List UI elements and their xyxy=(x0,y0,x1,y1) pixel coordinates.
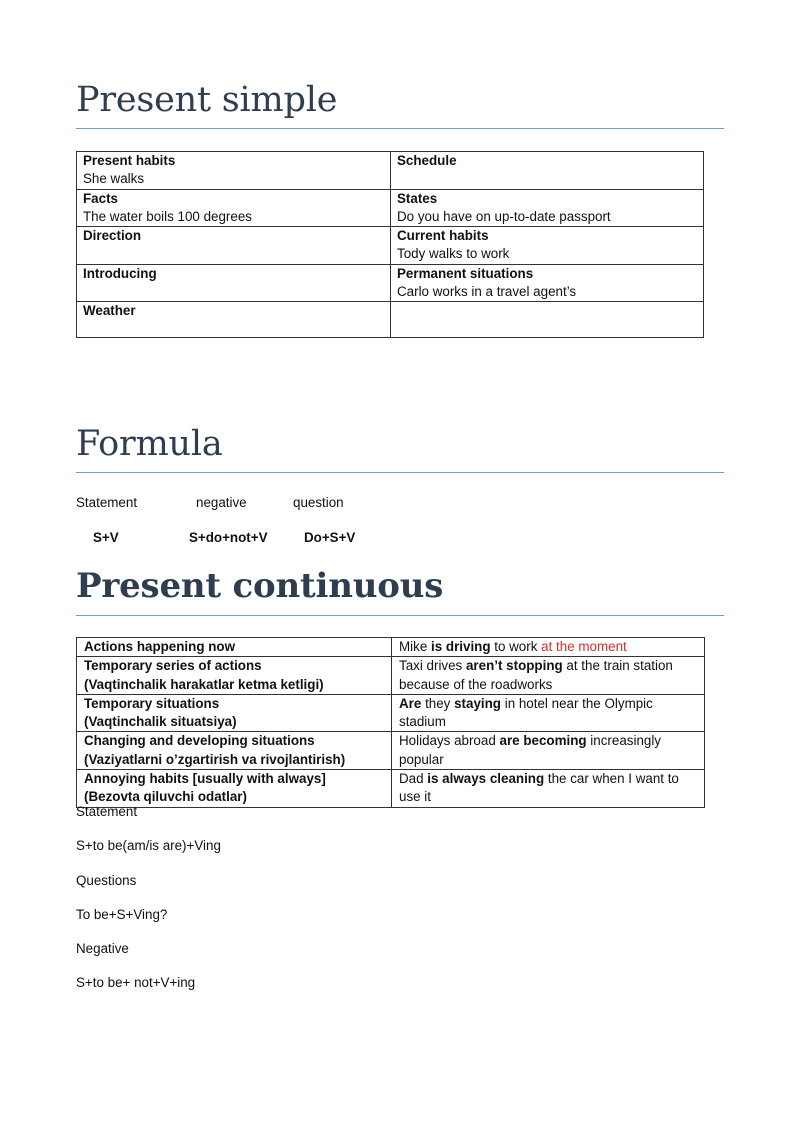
cell-label: Permanent situations xyxy=(397,265,534,281)
cell-label: Facts xyxy=(83,190,118,206)
example-text: increasingly popular xyxy=(399,733,662,767)
usage-cell xyxy=(77,770,392,808)
statement-formula: S+to be(am/is are)+Ving xyxy=(76,838,221,853)
cell-label: Introducing xyxy=(83,265,157,281)
example-cell xyxy=(392,732,705,770)
formula-label-question: question xyxy=(293,495,344,510)
usage-translation: (Vaqtinchalik harakatlar ketma ketligi) xyxy=(84,676,324,692)
usage-cell xyxy=(77,657,392,695)
formula-value-negative: S+do+not+V xyxy=(189,530,268,545)
present-continuous-heading: Present continuous xyxy=(76,566,444,606)
cell-label: Current habits xyxy=(397,228,489,244)
heading-underline xyxy=(76,472,724,473)
example-verb: is always cleaning xyxy=(427,771,545,787)
example-text: Dad xyxy=(399,771,428,787)
cell-example: She walks xyxy=(83,171,145,187)
example-cell xyxy=(392,657,705,695)
example-text: they xyxy=(421,695,455,711)
example-cell xyxy=(392,770,705,808)
usage-cell xyxy=(77,732,392,770)
questions-formula: To be+S+Ving? xyxy=(76,907,168,922)
present-continuous-table xyxy=(76,637,705,808)
example-text: Taxi drives xyxy=(399,658,466,674)
cell-example: Do you have on up-to-date passport xyxy=(397,208,611,224)
formula-value-question: Do+S+V xyxy=(304,530,356,545)
example-text: in hotel near the Olympic stadium xyxy=(399,695,653,730)
usage-title: Temporary series of actions xyxy=(84,658,262,674)
example-cell xyxy=(392,638,705,657)
usage-translation: (Vaqtinchalik situatsiya) xyxy=(84,714,237,730)
usage-title: Temporary situations xyxy=(84,695,220,711)
cell-example: Tody walks to work xyxy=(397,246,510,262)
table-row xyxy=(77,189,704,227)
table-row xyxy=(77,302,704,338)
example-text: Holidays abroad xyxy=(399,733,500,749)
cell-label: Weather xyxy=(83,303,136,319)
table-row xyxy=(77,227,704,265)
formula-heading: Formula xyxy=(76,424,223,464)
usage-title: Actions happening now xyxy=(84,639,236,654)
formula-label-negative: negative xyxy=(196,495,247,510)
questions-label: Questions xyxy=(76,873,137,888)
table-cell xyxy=(391,302,704,338)
table-cell xyxy=(391,264,704,302)
example-cell xyxy=(392,694,705,732)
example-time-marker: at the moment xyxy=(541,639,627,654)
example-text: the car when I want to use it xyxy=(399,771,679,805)
table-cell xyxy=(391,189,704,227)
present-simple-table xyxy=(76,151,704,338)
table-cell xyxy=(77,189,391,227)
negative-label: Negative xyxy=(76,941,129,956)
example-verb: aren’t stopping xyxy=(465,658,563,674)
cell-label: States xyxy=(397,190,438,206)
heading-underline xyxy=(76,615,724,616)
table-cell xyxy=(77,264,391,302)
formula-label-statement: Statement xyxy=(76,495,138,510)
table-cell xyxy=(77,302,391,338)
usage-title: Changing and developing situations xyxy=(84,733,315,749)
heading-underline xyxy=(76,128,724,129)
example-verb: are becoming xyxy=(499,733,587,749)
table-cell xyxy=(77,152,391,190)
present-simple-heading: Present simple xyxy=(76,80,338,120)
table-cell xyxy=(391,227,704,265)
usage-translation: (Vaziyatlarni o’zgartirish va rivojlantirish) xyxy=(84,751,346,767)
usage-cell xyxy=(77,638,392,657)
example-text: Mike xyxy=(399,639,431,654)
example-verb: staying xyxy=(454,695,501,711)
table-row xyxy=(77,264,704,302)
example-verb: Are xyxy=(399,695,422,711)
usage-title: Annoying habits [usually with always] xyxy=(84,771,326,787)
table-row xyxy=(77,770,705,808)
formula-value-statement: S+V xyxy=(93,530,119,545)
usage-cell xyxy=(77,694,392,732)
cell-label: Schedule xyxy=(397,153,457,168)
cell-label: Direction xyxy=(83,228,142,244)
cell-label: Present habits xyxy=(83,153,176,168)
cell-example: Carlo works in a travel agent’s xyxy=(397,284,577,300)
table-row xyxy=(77,694,705,732)
table-row xyxy=(77,657,705,695)
example-text: at the train station because of the roadworks xyxy=(399,658,673,692)
cell-example: The water boils 100 degrees xyxy=(83,208,252,224)
statement-label: Statement xyxy=(76,804,138,819)
table-cell xyxy=(77,227,391,265)
table-row xyxy=(77,152,704,190)
example-verb: is driving xyxy=(431,639,491,654)
usage-translation: (Bezovta qiluvchi odatlar) xyxy=(84,789,247,805)
table-cell xyxy=(391,152,704,190)
table-row xyxy=(77,638,705,657)
table-row xyxy=(77,732,705,770)
negative-formula: S+to be+ not+V+ing xyxy=(76,975,196,990)
example-text: to work xyxy=(490,639,542,654)
